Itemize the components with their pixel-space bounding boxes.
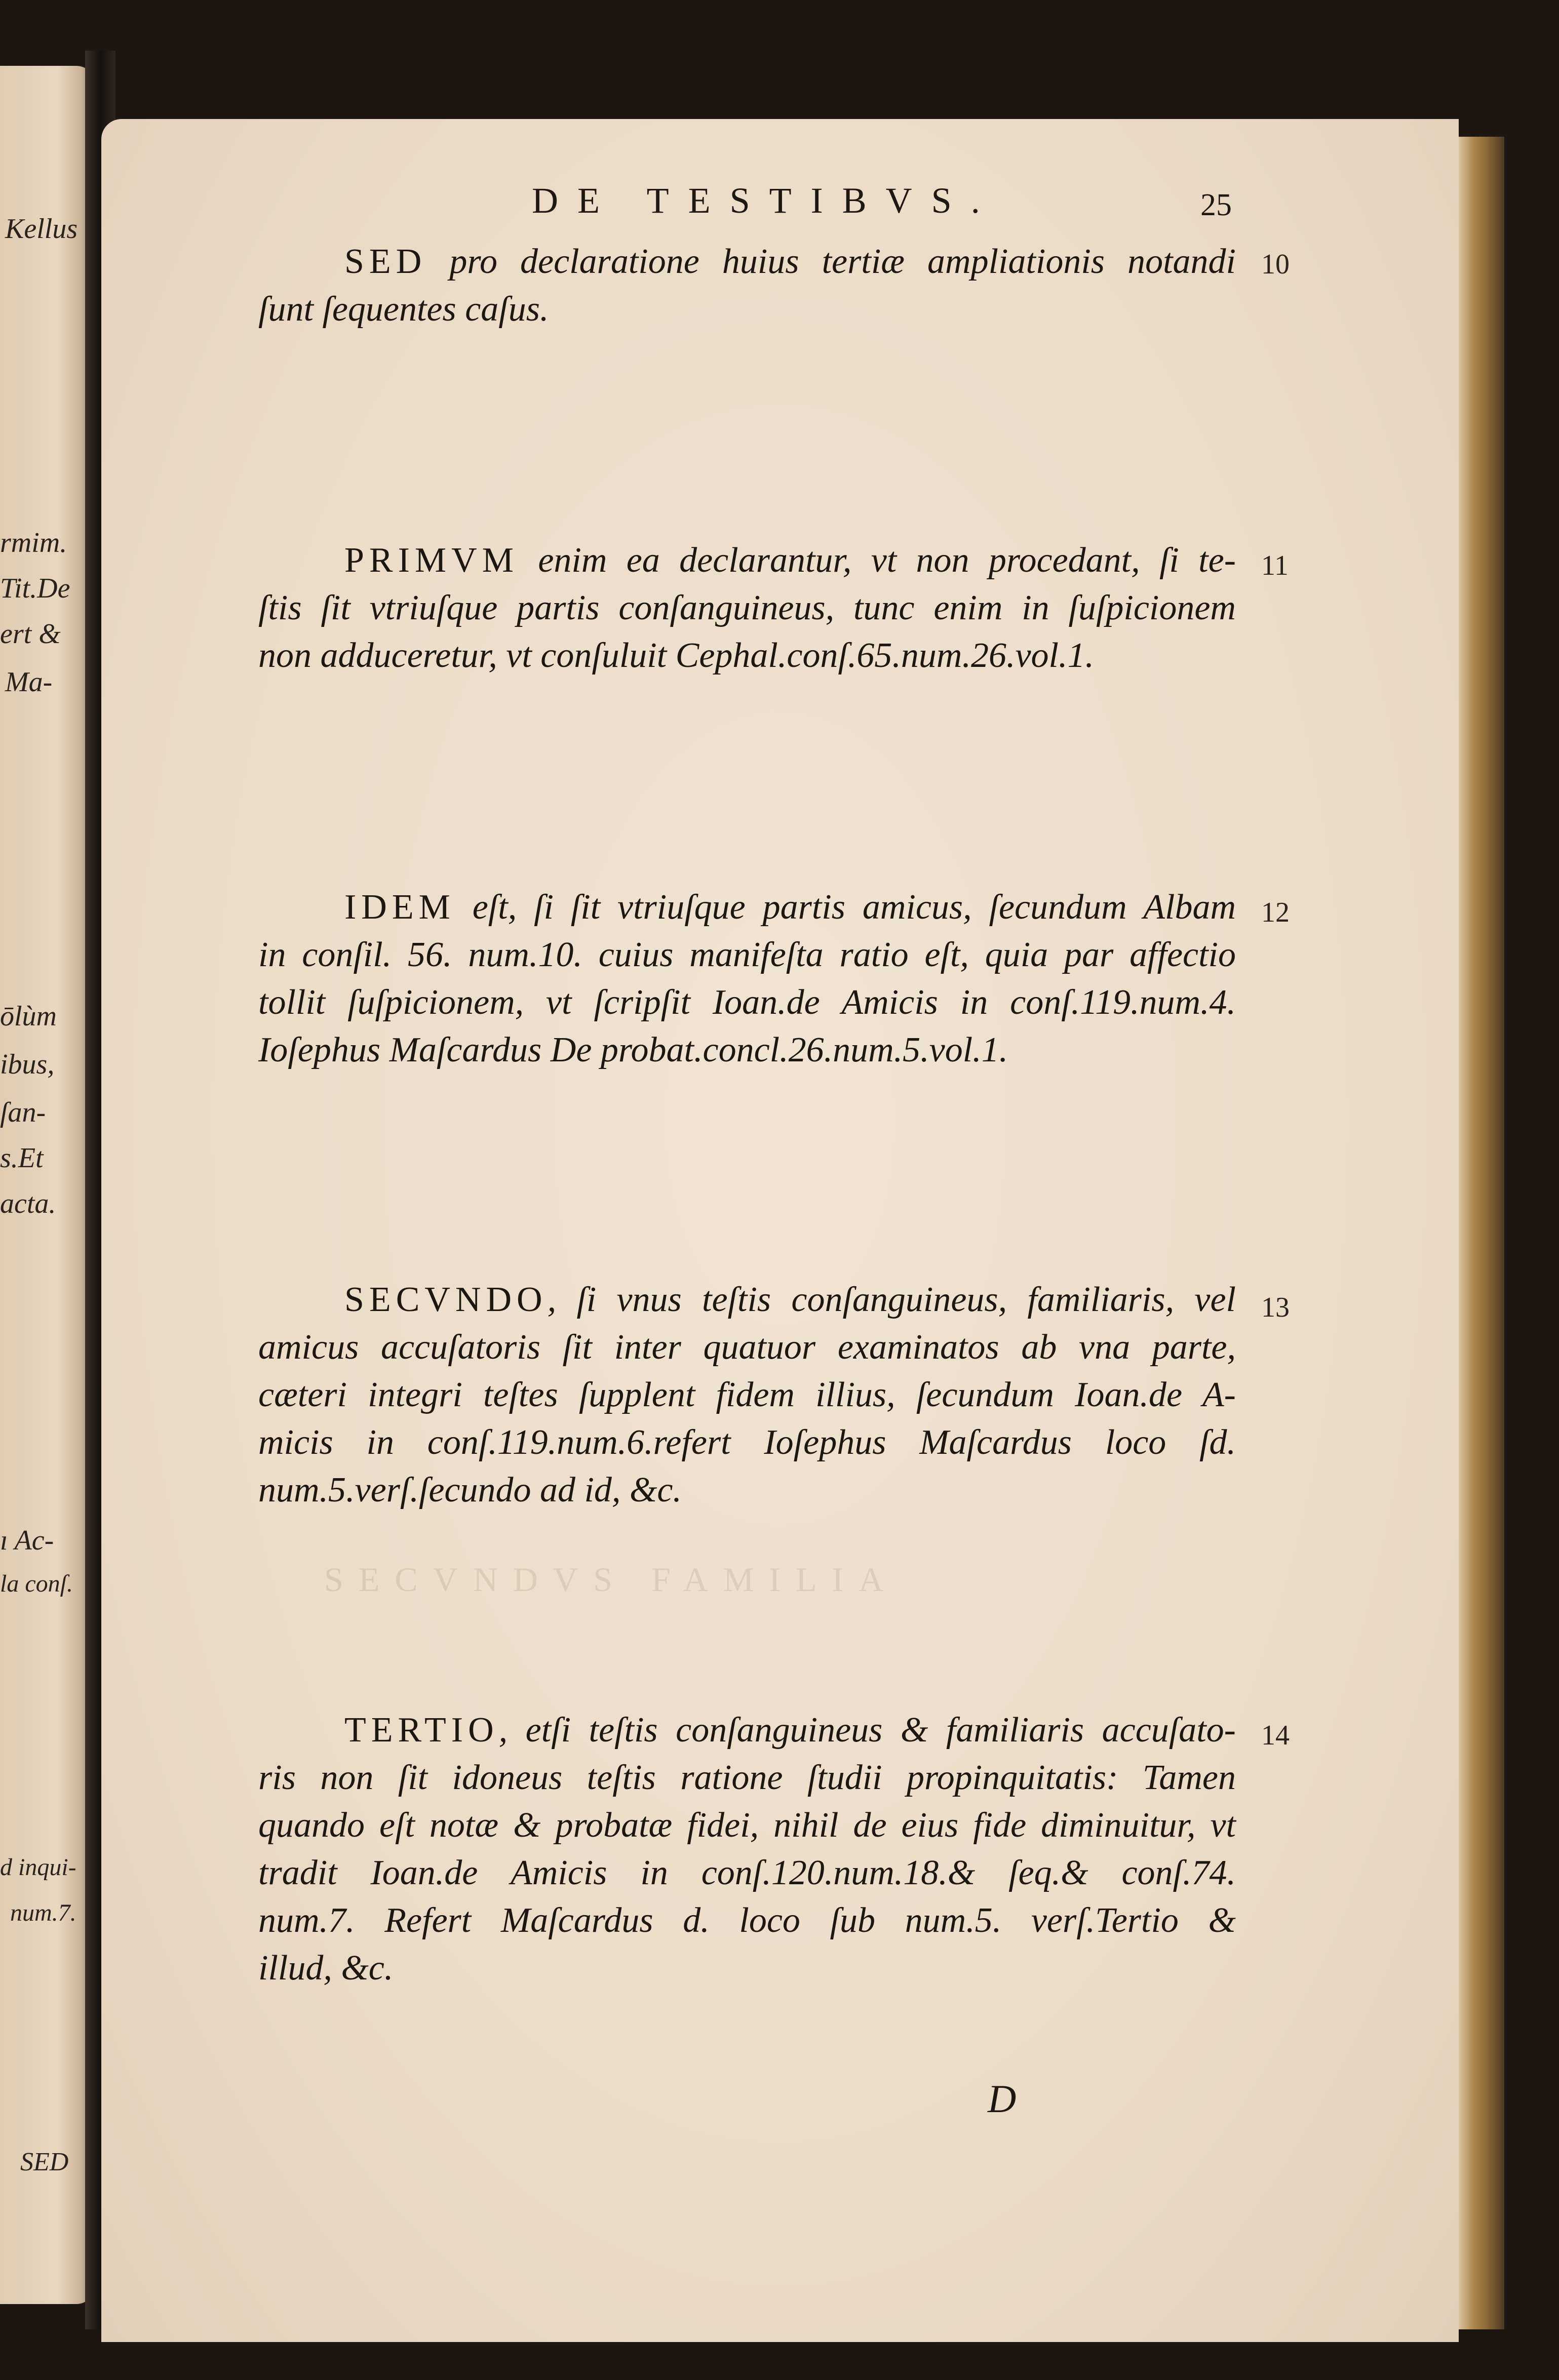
text-line: ris non ſit idoneus teſtis ratione ſtudii propinquitatis: Tamen bbox=[258, 1758, 1236, 1797]
text-line: in conſil. 56. num.10. cuius manifeſta ratio eſt, quia par affectio bbox=[258, 935, 1236, 974]
left-margin-word: s.Et bbox=[0, 1142, 44, 1174]
margin-number: 14 bbox=[1261, 1720, 1290, 1751]
left-margin-word: ı Ac- bbox=[0, 1525, 54, 1556]
text-run: , etſi teſtis conſanguineus & familiaris accuſato- bbox=[498, 1711, 1236, 1750]
left-margin-word: d inqui- bbox=[0, 1854, 76, 1881]
text-line: Ioſephus Maſcardus De probat.concl.26.num.5.vol.1. bbox=[258, 1030, 1008, 1069]
paragraph-lead-word: TERTIO bbox=[344, 1711, 499, 1750]
margin-number: 11 bbox=[1261, 550, 1289, 581]
paragraph-lead-word: SED bbox=[344, 242, 427, 281]
text-line: tradit Ioan.de Amicis in conſ.120.num.18.& ſeq.& conſ.74. bbox=[258, 1853, 1236, 1892]
text-line: illud, &c. bbox=[258, 1949, 394, 1988]
running-head: DE TESTIBVS. bbox=[532, 180, 999, 221]
left-margin-word: num.7. bbox=[10, 1899, 76, 1926]
paragraph bbox=[258, 537, 1236, 680]
page-number: 25 bbox=[1200, 188, 1232, 222]
paragraph bbox=[258, 238, 1236, 333]
left-margin-word: ibus, bbox=[0, 1049, 55, 1080]
text-line: ſtis ſit vtriuſque partis conſanguineus, tunc enim in ſuſpicionem bbox=[258, 588, 1236, 627]
left-margin-word: Tit.De bbox=[0, 573, 70, 604]
text-run: eſt, ſi ſit vtriuſque partis amicus, ſecundum Albam bbox=[472, 888, 1236, 927]
text-run: pro declaratione huius tertiæ ampliationis notandi bbox=[449, 242, 1236, 281]
paragraph-lead-word: PRIMVM bbox=[344, 541, 519, 580]
show-through-text: SECVNDVS FAMILIA bbox=[324, 1560, 899, 1599]
text-line bbox=[258, 1276, 1236, 1324]
paragraph bbox=[258, 1707, 1236, 1992]
margin-number: 13 bbox=[1261, 1292, 1290, 1323]
text-run: enim ea declarantur, vt non procedant, ſi te- bbox=[538, 541, 1236, 580]
previous-page-edge bbox=[0, 66, 96, 2304]
signature-mark: D bbox=[988, 2077, 1017, 2121]
margin-number: 10 bbox=[1261, 249, 1290, 280]
text-line bbox=[258, 238, 1236, 286]
text-line: num.5.verſ.ſecundo ad id, &c. bbox=[258, 1471, 682, 1510]
left-margin-word: ōlùm bbox=[0, 1001, 57, 1032]
text-line: micis in conſ.119.num.6.refert Ioſephus Maſcardus loco ſd. bbox=[258, 1423, 1236, 1462]
page-fore-edge bbox=[1459, 137, 1504, 2329]
text-line: ſunt ſequentes caſus. bbox=[258, 290, 549, 329]
text-line: num.7. Refert Maſcardus d. loco ſub num.5. verſ.Tertio & bbox=[258, 1901, 1236, 1940]
paragraph-lead-word: IDEM bbox=[344, 888, 455, 927]
left-margin-word: ert & bbox=[0, 618, 61, 650]
paragraph bbox=[258, 1276, 1236, 1514]
page-sheet bbox=[101, 119, 1459, 2342]
left-margin-word: ſan- bbox=[0, 1097, 46, 1128]
text-line: cæteri integri teſtes ſupplent fidem illius, ſecundum Ioan.de A- bbox=[258, 1375, 1236, 1414]
text-line: amicus accuſatoris ſit inter quatuor examinatos ab vna parte, bbox=[258, 1328, 1236, 1367]
text-line: non adduceretur, vt conſuluit Cephal.conſ.65.num.26.vol.1. bbox=[258, 636, 1094, 675]
left-margin-word: rmim. bbox=[0, 527, 67, 559]
left-margin-word: Ma- bbox=[5, 666, 53, 698]
paragraph-lead-word: SECVNDO bbox=[344, 1280, 548, 1319]
text-line: tollit ſuſpicionem, vt ſcripſit Ioan.de Amicis in conſ.119.num.4. bbox=[258, 983, 1236, 1022]
text-line: quando eſt notæ & probatæ fidei, nihil de eius fide diminuitur, vt bbox=[258, 1806, 1236, 1845]
text-line bbox=[258, 537, 1236, 584]
left-margin-catchword: SED bbox=[20, 2148, 69, 2176]
margin-number: 12 bbox=[1261, 897, 1290, 928]
left-margin-word: acta. bbox=[0, 1188, 56, 1219]
text-run: , ſi vnus teſtis conſanguineus, familiaris, vel bbox=[547, 1280, 1236, 1319]
text-line bbox=[258, 1707, 1236, 1754]
paragraph bbox=[258, 884, 1236, 1074]
left-margin-word: la conſ. bbox=[0, 1570, 73, 1597]
left-margin-word: Kellus bbox=[5, 213, 78, 245]
text-line bbox=[258, 884, 1236, 931]
